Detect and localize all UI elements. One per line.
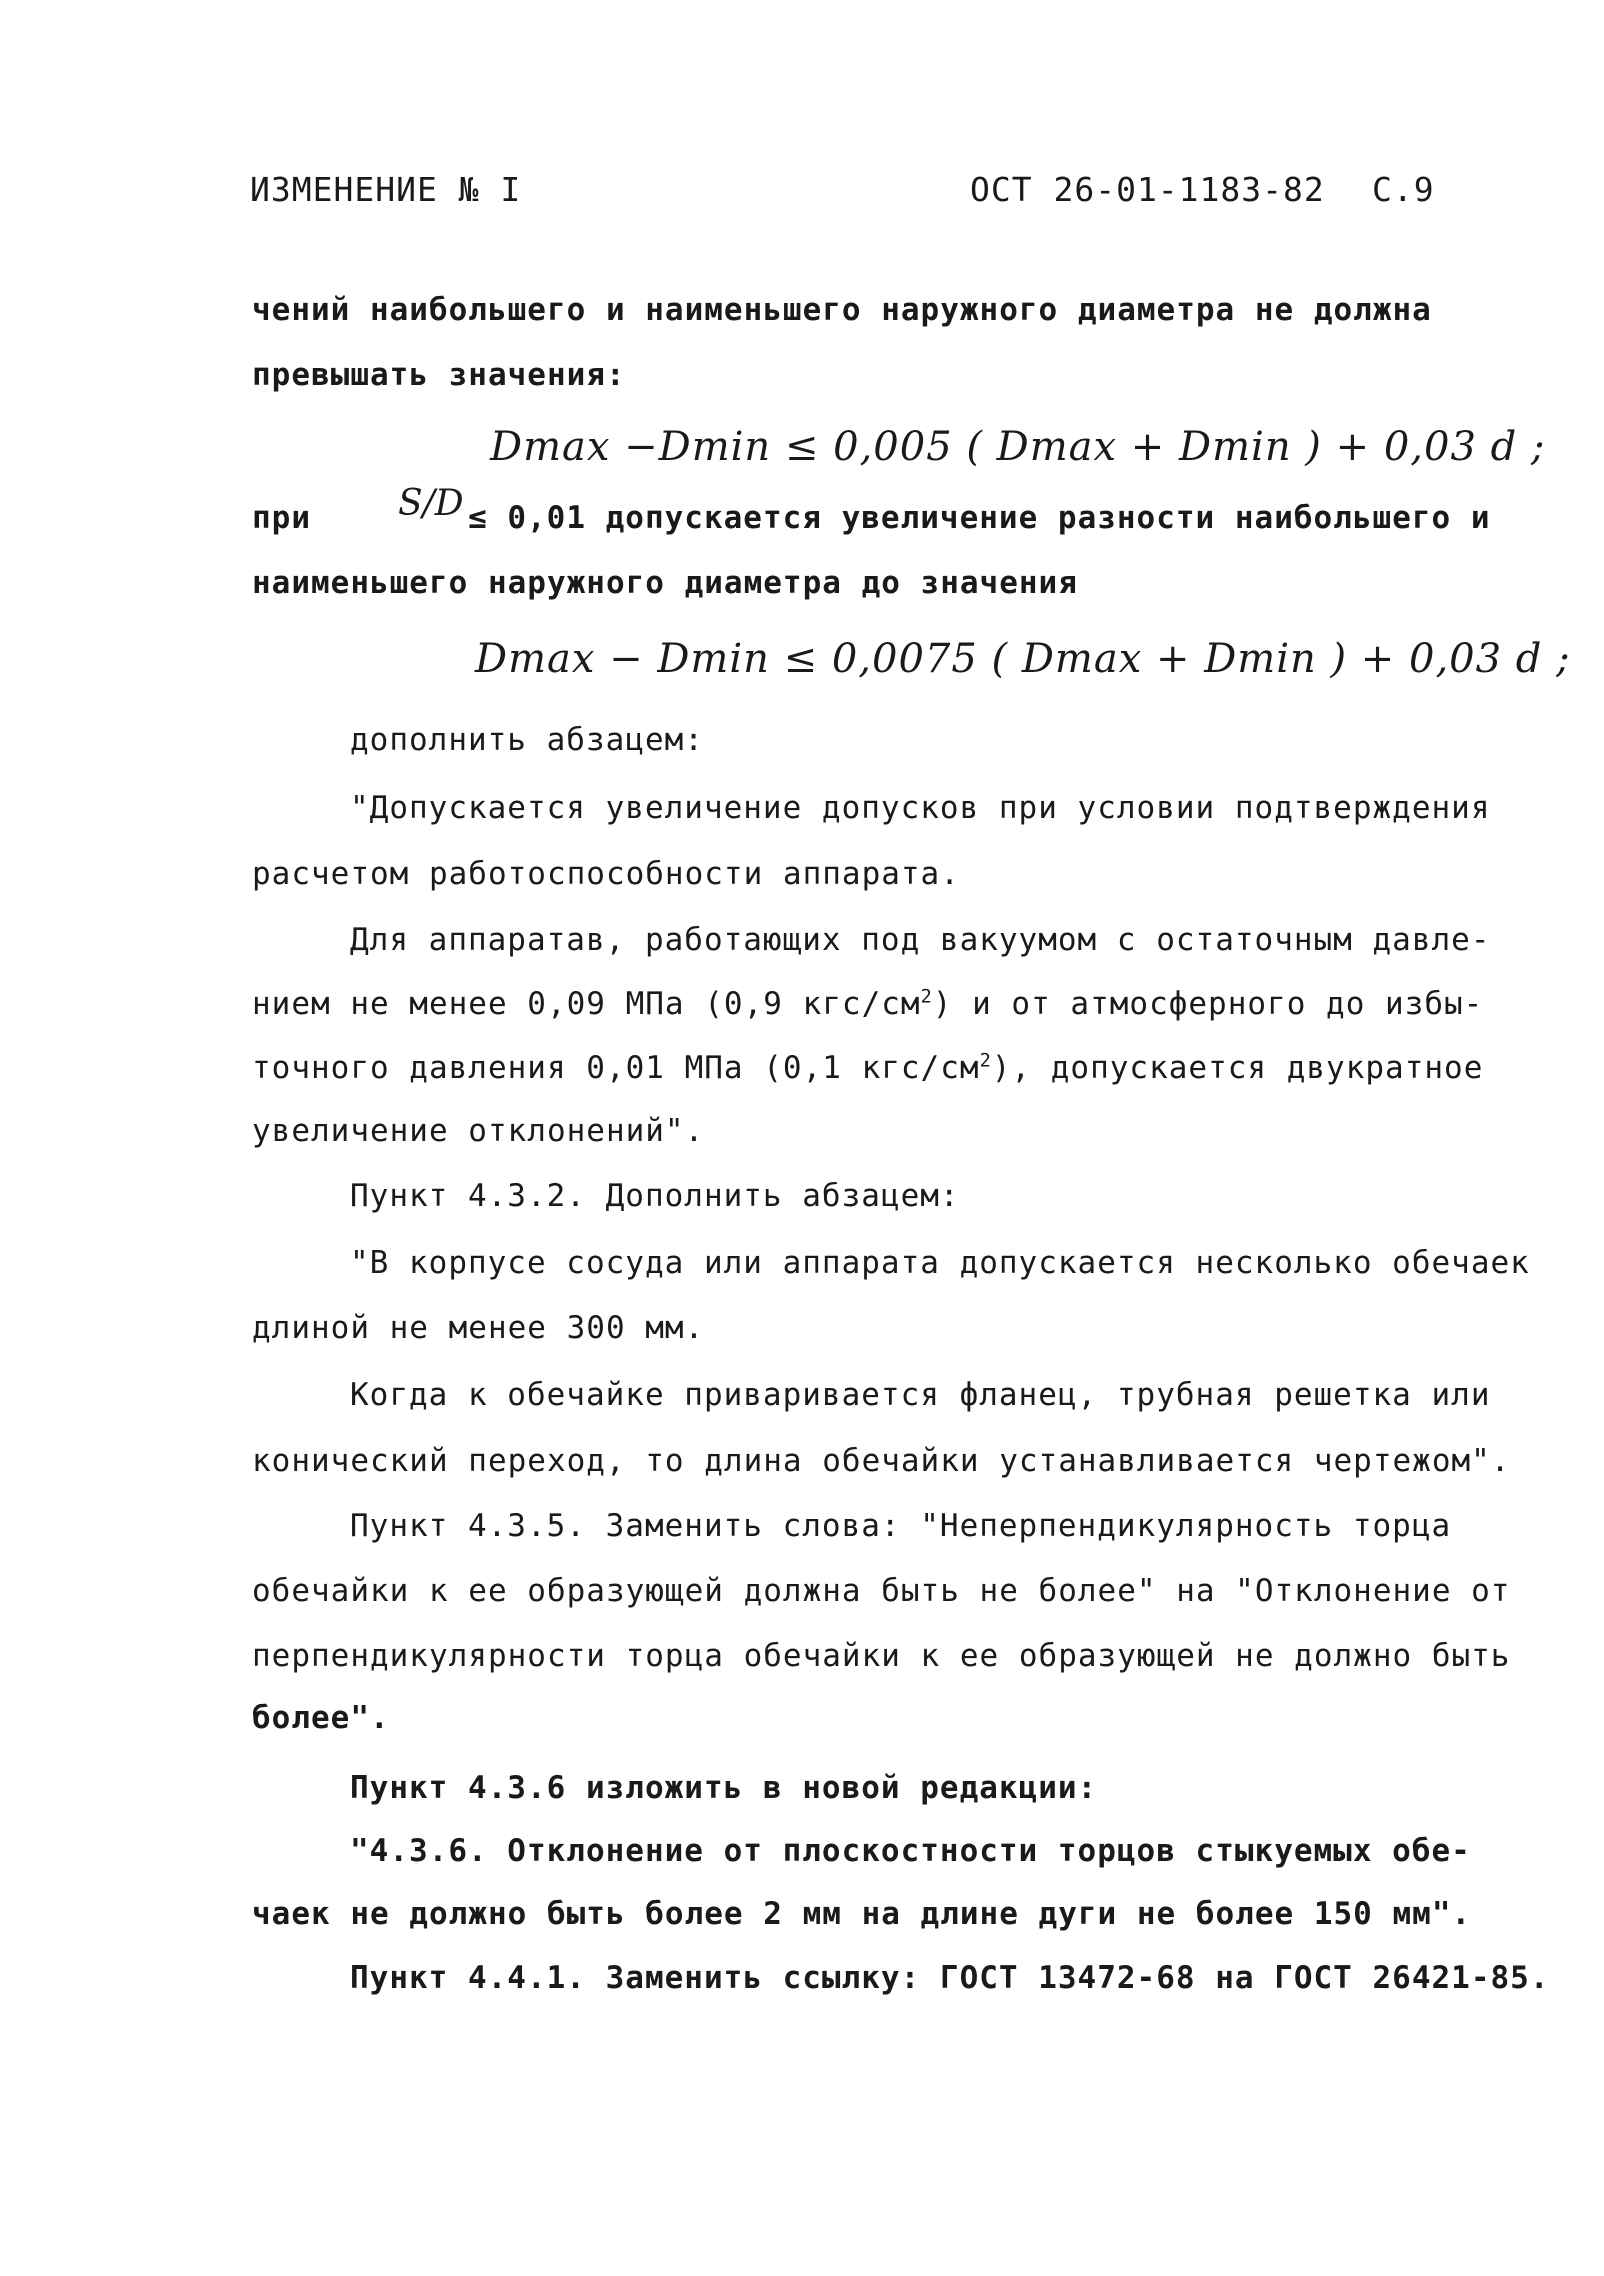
text-line: Пункт 4.4.1. Заменить ссылку: ГОСТ 13472-68 на ГОСТ 26421-85.	[350, 1960, 1550, 1996]
text-line: нием не менее 0,09 МПа (0,9 кгс/$см^2$) и от атмосферного до избы-	[252, 986, 1484, 1022]
text-line: Пункт 4.3.6 изложить в новой редакции:	[350, 1770, 1098, 1806]
text-line: Когда к обечайке приваривается фланец, трубная решетка или	[350, 1377, 1491, 1413]
change-number: ИЗМЕНЕНИЕ № I	[250, 170, 522, 209]
text-line: чений наибольшего и наименьшего наружного диаметра не должна	[252, 292, 1432, 328]
text-line: наименьшего наружного диаметра до значения	[252, 565, 1078, 601]
text-line: Пункт 4.3.2. Дополнить абзацем:	[350, 1178, 960, 1214]
document-code: ОСТ 26-01-1183-82	[970, 170, 1325, 209]
text-line: перпендикулярности торца обечайки к ее образующей не должно быть	[252, 1638, 1511, 1674]
text-line: Пункт 4.3.5. Заменить слова: "Неперпендикулярность торца	[350, 1508, 1452, 1544]
text-line: при	[252, 500, 311, 536]
text-line: "В корпусе сосуда или аппарата допускается несколько обечаек	[350, 1245, 1530, 1281]
text-line: "Допускается увеличение допусков при условии подтверждения	[350, 790, 1491, 826]
text-line: увеличение отклонений".	[252, 1113, 705, 1149]
text-line: ≤ 0,01 допускается увеличение разности наибольшего и	[468, 500, 1491, 536]
text-line: длиной не менее 300 мм.	[252, 1310, 705, 1346]
text-line: конический переход, то длина обечайки устанавливается чертежом".	[252, 1443, 1511, 1479]
page-number: С.9	[1372, 170, 1435, 209]
text-line: расчетом работоспособности аппарата.	[252, 856, 960, 892]
thickness-ratio: S/D	[398, 483, 464, 524]
text-line: более".	[252, 1700, 390, 1736]
text-line: точного давления 0,01 МПа (0,1 кгс/$см^2$), допускается двукратное	[252, 1050, 1484, 1086]
text-line: Для аппаратав, работающих под вакуумом с остаточным давле-	[350, 922, 1491, 958]
text-line: дополнить абзацем:	[350, 722, 704, 758]
text-line: обечайки к ее образующей должна быть не более" на "Отклонение от	[252, 1573, 1511, 1609]
formula-1: Dmax −Dmin ≤ 0,005 ( Dmax + Dmin ) + 0,03 d ;	[490, 424, 1546, 470]
text-line: чаек не должно быть более 2 мм на длине дуги не более 150 мм".	[252, 1896, 1472, 1932]
formula-2: Dmax − Dmin ≤ 0,0075 ( Dmax + Dmin ) + 0,03 d ;	[475, 636, 1571, 682]
text-line: превышать значения:	[252, 357, 626, 393]
text-line: "4.3.6. Отклонение от плоскостности торцов стыкуемых обе-	[350, 1833, 1471, 1869]
